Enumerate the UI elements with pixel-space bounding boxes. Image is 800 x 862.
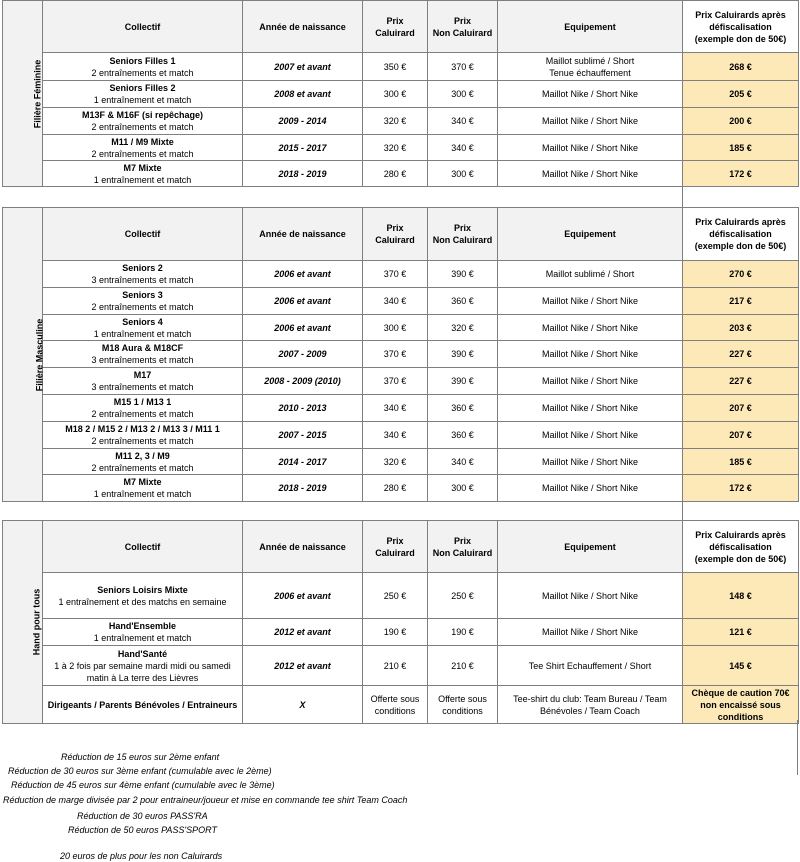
table-cell: M17 3 entraînements et match xyxy=(43,368,243,395)
table-cell: 2006 et avant xyxy=(243,261,363,288)
table-cell: Offerte sous conditions xyxy=(363,686,428,724)
header-prix-apres: Prix Caluirards après défiscalisation (exemple don de 50€) xyxy=(683,521,799,573)
table-cell: Maillot Nike / Short Nike xyxy=(498,395,683,422)
table-cell: 2018 - 2019 xyxy=(243,475,363,502)
table-cell: Hand'Ensemble 1 entraînement et match xyxy=(43,619,243,646)
table-cell: 210 € xyxy=(428,646,498,686)
price-after: 145 € xyxy=(683,646,799,686)
table-cell: 2007 - 2015 xyxy=(243,422,363,449)
table-cell: 210 € xyxy=(363,646,428,686)
table-cell: Tee-shirt du club: Team Bureau / Team Bénévoles / Team Coach xyxy=(498,686,683,724)
table-cell: 250 € xyxy=(428,573,498,619)
table-cell: Maillot Nike / Short Nike xyxy=(498,288,683,315)
price-after: 217 € xyxy=(683,288,799,315)
table-cell: Dirigeants / Parents Bénévoles / Entraineurs xyxy=(43,686,243,724)
table-cell: Maillot Nike / Short Nike xyxy=(498,341,683,368)
header-prix-non-caluirard: Prix Non Caluirard xyxy=(428,1,498,53)
header-equipement: Equipement xyxy=(498,208,683,261)
table-cell: 190 € xyxy=(428,619,498,646)
table-cell: Maillot Nike / Short Nike xyxy=(498,573,683,619)
table-cell: 340 € xyxy=(363,422,428,449)
note: Réduction de marge divisée par 2 pour entraineur/joueur et mise en commande tee shirt Team Coach xyxy=(3,795,408,805)
header-annee: Année de naissance xyxy=(243,208,363,261)
table-cell: M7 Mixte 1 entraînement et match xyxy=(43,475,243,502)
table-filiere-masculine xyxy=(2,207,799,502)
note: Réduction de 15 euros sur 2ème enfant xyxy=(61,752,220,762)
price-after: 227 € xyxy=(683,341,799,368)
section-label-masculine: Filière Masculine xyxy=(3,208,43,502)
section-label-feminine: Filière Féminine xyxy=(3,1,43,187)
price-after: 227 € xyxy=(683,368,799,395)
price-after: 172 € xyxy=(683,161,799,187)
price-after: 205 € xyxy=(683,81,799,108)
table-cell: 250 € xyxy=(363,573,428,619)
table-cell: Hand'Santé 1 à 2 fois par semaine mardi midi ou samedi matin à La terre des Lièvres xyxy=(43,646,243,686)
price-after: 185 € xyxy=(683,449,799,475)
table-cell: Seniors 2 3 entraînements et match xyxy=(43,261,243,288)
table-row xyxy=(3,341,799,368)
table-cell: Maillot Nike / Short Nike xyxy=(498,475,683,502)
price-after: 121 € xyxy=(683,619,799,646)
table-row: Seniors Filles 2 1 entraînement et match 2008 et avant 300 € 300 € Maillot Nike / Short Nike 205 € xyxy=(3,81,799,108)
table-cell: Seniors 4 1 entraînement et match xyxy=(43,315,243,341)
note: Réduction de 45 euros sur 4ème enfant (cumulable avec le 3ème) xyxy=(11,780,275,790)
table-row-dirigeants xyxy=(3,686,799,724)
price-after: 207 € xyxy=(683,422,799,449)
header-annee: Année de naissance xyxy=(243,1,363,53)
table-cell: 370 € xyxy=(363,261,428,288)
table-row: Seniors Filles 1 2 entraînements et match 2007 et avant 350 € 370 € Maillot sublimé / Short Tenue échauffement 268 € xyxy=(3,53,799,81)
table-cell: 300 € xyxy=(428,475,498,502)
header-prix-caluirard: Prix Caluirard xyxy=(363,521,428,573)
table-cell: 360 € xyxy=(428,422,498,449)
table-cell: 2006 et avant xyxy=(243,288,363,315)
table-cell: 370 € xyxy=(363,341,428,368)
table-cell: 2014 - 2017 xyxy=(243,449,363,475)
table-cell: M15 1 / M13 1 2 entraînements et match xyxy=(43,395,243,422)
header-equipement: Equipement xyxy=(498,1,683,53)
table-cell: 360 € xyxy=(428,395,498,422)
table-row xyxy=(3,261,799,288)
price-after: 185 € xyxy=(683,135,799,161)
table-cell: M18 2 / M15 2 / M13 2 / M13 3 / M11 1 2 entraînements et match xyxy=(43,422,243,449)
table-cell: Maillot Nike / Short Nike xyxy=(498,422,683,449)
table-cell: 2006 et avant xyxy=(243,573,363,619)
header-prix-apres: Prix Caluirards après défiscalisation (exemple don de 50€) xyxy=(683,208,799,261)
table-row xyxy=(3,315,799,341)
header-row xyxy=(3,208,799,261)
table-cell: Maillot Nike / Short Nike xyxy=(498,619,683,646)
header-collectif: Collectif xyxy=(43,521,243,573)
table-row xyxy=(3,395,799,422)
table-cell: 390 € xyxy=(428,261,498,288)
table-cell: Maillot Nike / Short Nike xyxy=(498,368,683,395)
header-prix-non-caluirard: Prix Non Caluirard xyxy=(428,521,498,573)
table-cell: 190 € xyxy=(363,619,428,646)
divider xyxy=(797,720,798,775)
header-row xyxy=(3,1,799,53)
header-prix-caluirard: Prix Caluirard xyxy=(363,208,428,261)
note: Réduction de 30 euros sur 3ème enfant (cumulable avec le 2ème) xyxy=(8,766,272,776)
table-cell: 340 € xyxy=(363,395,428,422)
table-cell: Maillot sublimé / Short xyxy=(498,261,683,288)
price-after: 268 € xyxy=(683,53,799,81)
table-cell: 320 € xyxy=(428,315,498,341)
table-cell: 360 € xyxy=(428,288,498,315)
table-cell: Maillot Nike / Short Nike xyxy=(498,315,683,341)
table-cell: Offerte sous conditions xyxy=(428,686,498,724)
table-cell: M11 2, 3 / M9 2 entraînements et match xyxy=(43,449,243,475)
header-collectif: Collectif xyxy=(43,1,243,53)
header-equipement: Equipement xyxy=(498,521,683,573)
header-prix-non-caluirard: Prix Non Caluirard xyxy=(428,208,498,261)
table-cell: Seniors Loisirs Mixte 1 entraînement et des matchs en semaine xyxy=(43,573,243,619)
table-cell: 2010 - 2013 xyxy=(243,395,363,422)
header-prix-caluirard: Prix Caluirard xyxy=(363,1,428,53)
price-after: Chèque de caution 70€ non encaissé sous conditions xyxy=(683,686,799,724)
table-cell: 300 € xyxy=(363,315,428,341)
price-after: 203 € xyxy=(683,315,799,341)
table-cell: 2012 et avant xyxy=(243,646,363,686)
table-cell: 2008 - 2009 (2010) xyxy=(243,368,363,395)
header-prix-apres: Prix Caluirards après défiscalisation (exemple don de 50€) xyxy=(683,1,799,53)
table-cell: 340 € xyxy=(428,449,498,475)
table-cell: 320 € xyxy=(363,449,428,475)
table-cell: Tee Shirt Echauffement / Short xyxy=(498,646,683,686)
table-cell: 2012 et avant xyxy=(243,619,363,646)
note: 20 euros de plus pour les non Caluirards xyxy=(60,851,223,861)
table-cell: 340 € xyxy=(363,288,428,315)
price-after: 148 € xyxy=(683,573,799,619)
table-cell: M18 Aura & M18CF 3 entraînements et match xyxy=(43,341,243,368)
table-row xyxy=(3,646,799,686)
table-cell: 2006 et avant xyxy=(243,315,363,341)
table-cell: Seniors 3 2 entraînements et match xyxy=(43,288,243,315)
price-after: 200 € xyxy=(683,108,799,135)
table-cell: Maillot Nike / Short Nike xyxy=(498,449,683,475)
table-cell: 370 € xyxy=(363,368,428,395)
table-row xyxy=(3,475,799,502)
price-after: 172 € xyxy=(683,475,799,502)
table-cell: 280 € xyxy=(363,475,428,502)
table-hand-pour-tous xyxy=(2,520,799,724)
table-cell: 2007 - 2009 xyxy=(243,341,363,368)
table-row xyxy=(3,449,799,475)
price-after: 270 € xyxy=(683,261,799,288)
table-row: M11 / M9 Mixte 2 entraînements et match 2015 - 2017 320 € 340 € Maillot Nike / Short Nike 185 € xyxy=(3,135,799,161)
table-row xyxy=(3,288,799,315)
table-cell: 390 € xyxy=(428,341,498,368)
table-row xyxy=(3,573,799,619)
table-cell: 390 € xyxy=(428,368,498,395)
header-row xyxy=(3,521,799,573)
divider xyxy=(682,500,683,520)
note: Réduction de 50 euros PASS'SPORT xyxy=(68,825,217,835)
table-cell: X xyxy=(243,686,363,724)
table-filiere-feminine xyxy=(2,0,799,187)
table-row xyxy=(3,368,799,395)
price-after: 207 € xyxy=(683,395,799,422)
note: Réduction de 30 euros PASS'RA xyxy=(77,811,208,821)
table-row: M13F & M16F (si repêchage) 2 entraînements et match 2009 - 2014 320 € 340 € Maillot Nike / Short Nike 200 € xyxy=(3,108,799,135)
divider xyxy=(682,186,683,207)
table-row xyxy=(3,422,799,449)
table-row: M7 Mixte 1 entraînement et match 2018 - 2019 280 € 300 € Maillot Nike / Short Nike 172 € xyxy=(3,161,799,187)
header-collectif: Collectif xyxy=(43,208,243,261)
table-row xyxy=(3,619,799,646)
header-annee: Année de naissance xyxy=(243,521,363,573)
section-label-hand-pour-tous: Hand pour tous xyxy=(3,521,43,724)
